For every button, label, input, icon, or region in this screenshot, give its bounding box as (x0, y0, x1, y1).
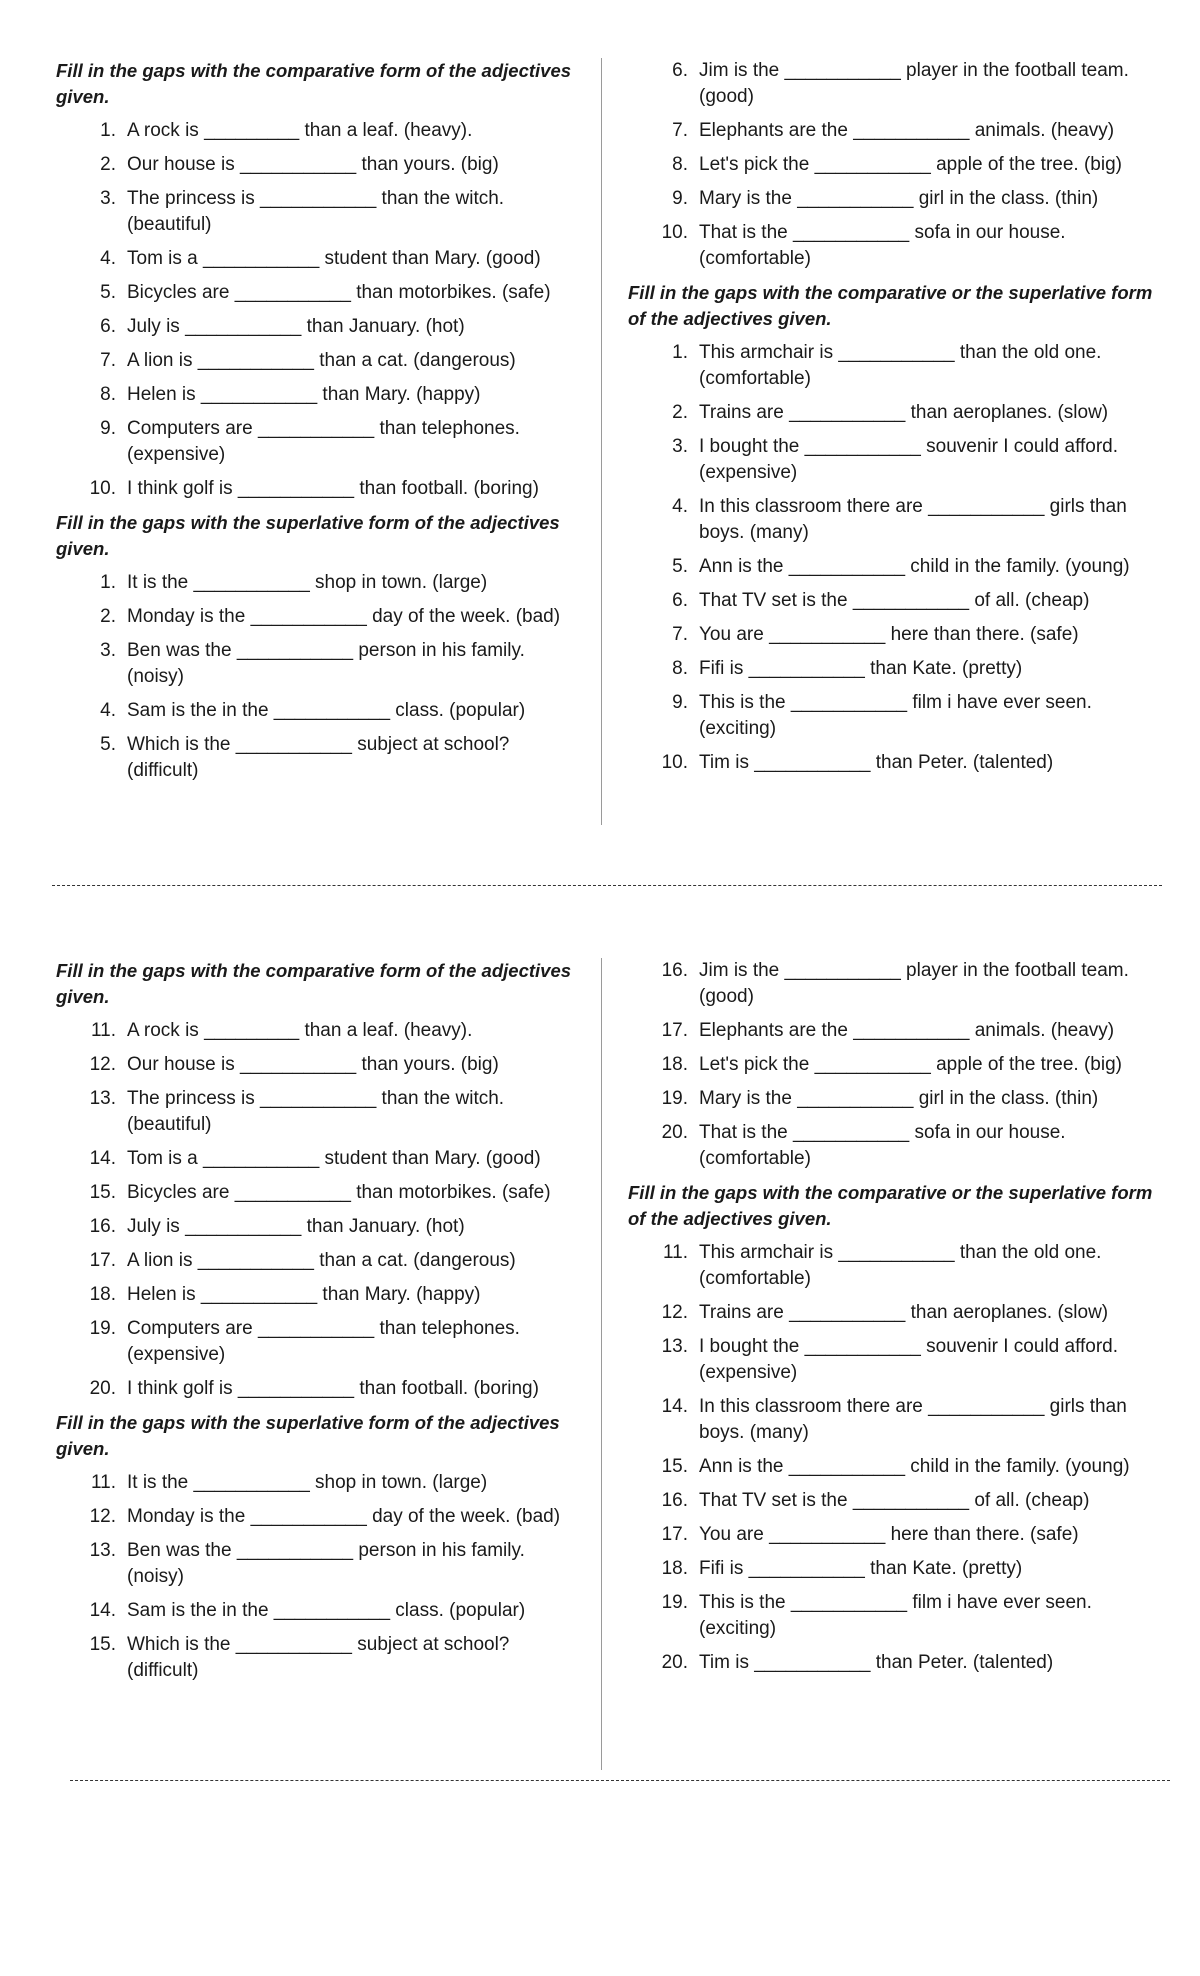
question-item: 11. It is the ___________ shop in town. (large) (90, 1472, 488, 1493)
question-item: 16. That TV set is the ___________ of all. (cheap) (661, 1490, 1090, 1511)
section-heading: Fill in the gaps with the comparative or the superlative form of the adjectives given. (628, 1182, 1153, 1229)
question-item: 4. In this classroom there are ___________ girls than boys. (many) (672, 496, 1127, 543)
left-column (56, 58, 576, 792)
question-list (56, 118, 576, 502)
question-item: 5. Ann is the ___________ child in the family. (young) (672, 556, 1130, 577)
right-column (628, 58, 1168, 784)
worksheet-block-2 (0, 958, 1200, 1818)
section-heading: Fill in the gaps with the comparative form of the adjectives given. (56, 60, 572, 107)
question-item: 7. A lion is ___________ than a cat. (dangerous) (100, 350, 516, 371)
question-list (628, 58, 1168, 272)
question-item: 2. Trains are ___________ than aeroplanes. (slow) (672, 402, 1109, 423)
question-item: 19. Computers are ___________ than telephones. (expensive) (89, 1318, 520, 1365)
question-item: 17. You are ___________ here than there. (safe) (661, 1524, 1079, 1545)
question-item: 13. The princess is ___________ than the witch. (beautiful) (89, 1088, 505, 1135)
question-item: 3. I bought the ___________ souvenir I could afford. (expensive) (672, 436, 1119, 483)
worksheet-block-1 (0, 58, 1200, 918)
question-item: 6. That TV set is the ___________ of all. (cheap) (672, 590, 1090, 611)
question-item: 8. Helen is ___________ than Mary. (happy) (100, 384, 481, 405)
question-item: 7. Elephants are the ___________ animals. (heavy) (672, 120, 1115, 141)
question-item: 5. Which is the ___________ subject at school? (difficult) (100, 734, 510, 781)
question-list (628, 1240, 1168, 1676)
column-divider (601, 58, 602, 825)
question-item: 13. Ben was the ___________ person in his family. (noisy) (89, 1540, 525, 1587)
question-item: 4. Tom is a ___________ student than Mary. (good) (100, 248, 541, 269)
section-heading: Fill in the gaps with the comparative form of the adjectives given. (56, 960, 572, 1007)
question-item: 9. This is the ___________ film i have ever seen. (exciting) (672, 692, 1092, 739)
question-item: 1. A rock is _________ than a leaf. (heavy). (100, 120, 473, 141)
question-item: 8. Let's pick the ___________ apple of the tree. (big) (672, 154, 1122, 175)
question-item: 17. Elephants are the ___________ animals. (heavy) (661, 1020, 1115, 1041)
question-item: 12. Trains are ___________ than aeroplanes. (slow) (661, 1302, 1109, 1323)
left-column (56, 958, 576, 1692)
question-item: 3. Ben was the ___________ person in his family. (noisy) (100, 640, 525, 687)
question-item: 3. The princess is ___________ than the witch. (beautiful) (100, 188, 505, 235)
question-item: 10. That is the ___________ sofa in our house. (comfortable) (661, 222, 1066, 269)
question-item: 6. July is ___________ than January. (hot) (100, 316, 465, 337)
question-item: 16. July is ___________ than January. (hot) (89, 1216, 465, 1237)
question-item: 2. Monday is the ___________ day of the week. (bad) (100, 606, 561, 627)
question-item: 15. Bicycles are ___________ than motorbikes. (safe) (89, 1182, 551, 1203)
question-item: 12. Monday is the ___________ day of the week. (bad) (89, 1506, 561, 1527)
question-item: 15. Which is the ___________ subject at school? (difficult) (89, 1634, 510, 1681)
question-item: 6. Jim is the ___________ player in the football team. (good) (672, 60, 1129, 107)
question-item: 14. Tom is a ___________ student than Mary. (good) (89, 1148, 541, 1169)
question-item: 17. A lion is ___________ than a cat. (dangerous) (89, 1250, 516, 1271)
question-item: 11. A rock is _________ than a leaf. (heavy). (90, 1020, 473, 1041)
question-item: 20. I think golf is ___________ than football. (boring) (89, 1378, 539, 1399)
right-column (628, 958, 1168, 1684)
question-item: 14. Sam is the in the ___________ class. (popular) (89, 1600, 526, 1621)
question-item: 20. Tim is ___________ than Peter. (talented) (661, 1652, 1054, 1673)
question-list (628, 340, 1168, 776)
section-heading: Fill in the gaps with the superlative form of the adjectives given. (56, 1412, 560, 1459)
question-item: 15. Ann is the ___________ child in the family. (young) (661, 1456, 1130, 1477)
cut-line (70, 1780, 1170, 1781)
question-item: 16. Jim is the ___________ player in the football team. (good) (661, 960, 1129, 1007)
section-heading: Fill in the gaps with the comparative or the superlative form of the adjectives given. (628, 282, 1153, 329)
question-item: 12. Our house is ___________ than yours. (big) (89, 1054, 499, 1075)
question-item: 20. That is the ___________ sofa in our house. (comfortable) (661, 1122, 1066, 1169)
cut-line (52, 885, 1162, 886)
question-item: 19. This is the ___________ film i have ever seen. (exciting) (661, 1592, 1092, 1639)
question-item: 18. Fifi is ___________ than Kate. (pretty) (661, 1558, 1023, 1579)
question-list (56, 1470, 576, 1684)
column-divider (601, 958, 602, 1770)
question-item: 4. Sam is the in the ___________ class. (popular) (100, 700, 526, 721)
question-item: 8. Fifi is ___________ than Kate. (pretty) (672, 658, 1023, 679)
question-item: 10. I think golf is ___________ than football. (boring) (89, 478, 539, 499)
question-item: 1. It is the ___________ shop in town. (large) (100, 572, 488, 593)
question-item: 14. In this classroom there are ___________ girls than boys. (many) (661, 1396, 1127, 1443)
question-item: 18. Helen is ___________ than Mary. (happy) (89, 1284, 481, 1305)
question-item: 13. I bought the ___________ souvenir I could afford. (expensive) (661, 1336, 1119, 1383)
question-item: 9. Computers are ___________ than telephones. (expensive) (100, 418, 520, 465)
question-item: 5. Bicycles are ___________ than motorbikes. (safe) (100, 282, 551, 303)
question-list (56, 1018, 576, 1402)
question-list (56, 570, 576, 784)
section-heading: Fill in the gaps with the superlative form of the adjectives given. (56, 512, 560, 559)
question-item: 9. Mary is the ___________ girl in the class. (thin) (672, 188, 1099, 209)
question-list (628, 958, 1168, 1172)
question-item: 2. Our house is ___________ than yours. (big) (100, 154, 499, 175)
question-item: 18. Let's pick the ___________ apple of the tree. (big) (661, 1054, 1122, 1075)
question-item: 19. Mary is the ___________ girl in the class. (thin) (661, 1088, 1099, 1109)
question-item: 1. This armchair is ___________ than the old one. (comfortable) (672, 342, 1102, 389)
question-item: 7. You are ___________ here than there. (safe) (672, 624, 1079, 645)
question-item: 11. This armchair is ___________ than the old one. (comfortable) (662, 1242, 1102, 1289)
question-item: 10. Tim is ___________ than Peter. (talented) (661, 752, 1054, 773)
